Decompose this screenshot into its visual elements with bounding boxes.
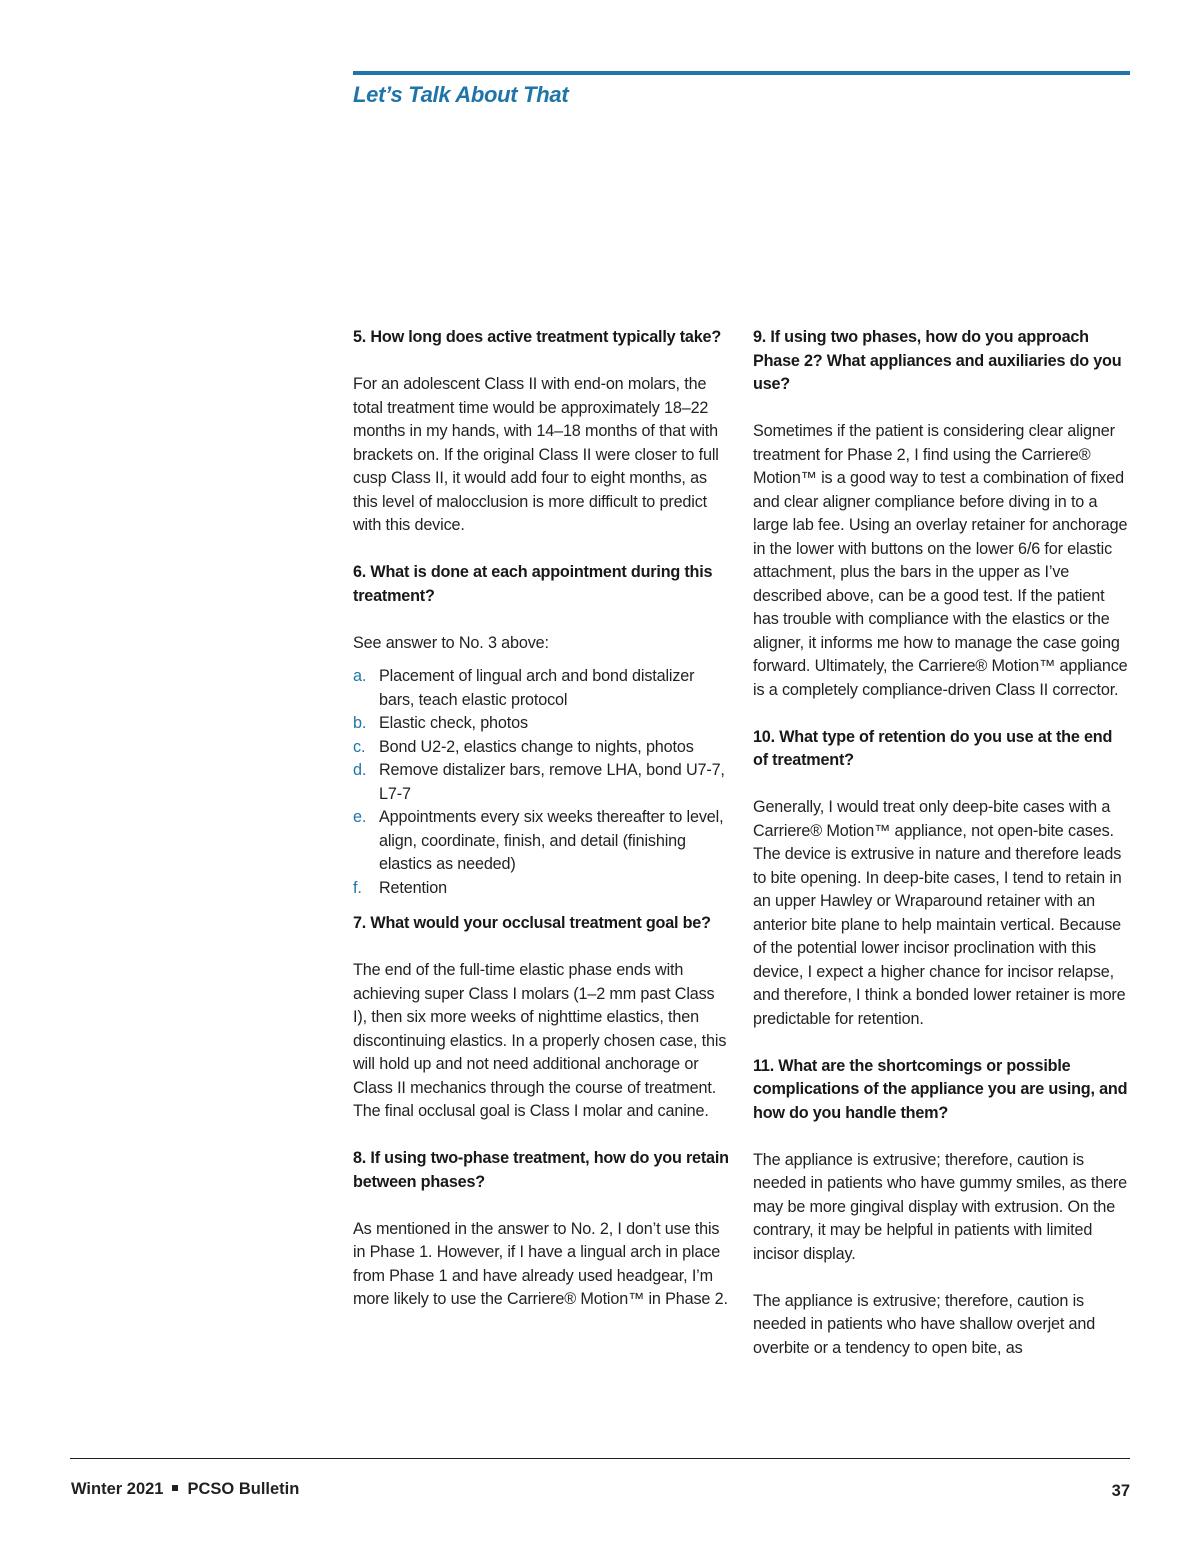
separator-square-icon [172, 1485, 178, 1491]
list-item-text: Bond U2-2, elastics change to nights, photos [379, 737, 694, 756]
list-marker: d. [353, 761, 367, 779]
list-item-text: Remove distalizer bars, remove LHA, bond U7-7, L7-7 [379, 761, 725, 803]
footer-publication: PCSO Bulletin [187, 1480, 300, 1498]
list-item [353, 712, 729, 736]
footer-publication-line [71, 1480, 299, 1499]
question-10: 10. What type of retention do you use at the end of treatment? [753, 727, 1113, 769]
question-11: 11. What are the shortcomings or possible complications of the appliance you are using, and how do you handle them? [753, 1056, 1128, 1122]
footer-rule [70, 1458, 1130, 1459]
question-8: 8. If using two-phase treatment, how do you retain between phases? [353, 1149, 729, 1191]
list-marker: c. [353, 737, 366, 756]
answer-10: Generally, I would treat only deep-bite cases with a Carriere® Motion™ appliance, not open-bite cases. The device is extrusive in nature and therefore leads to bite opening. In deep-bite cases, I tend to retain in an upper Hawley or Wraparound retainer with an anterior bite plane to help maintain vertical. Because of the potential lower incisor proclination with this device, I expect a higher chance for incisor relapse, and therefore, I think a bonded lower retainer is more predictable for retention. [753, 798, 1126, 1028]
answer-5: For an adolescent Class II with end-on molars, the total treatment time would be approximately 18–22 months in my hands, with 14–18 months of that with brackets on. If the original Class II were closer to full cusp Class II, it would add four to eight months, as this level of malocclusion is more difficult to predict with this device. [353, 375, 719, 534]
list-item-text: Retention [379, 878, 447, 897]
answer-11-paragraph-1: The appliance is extrusive; therefore, caution is needed in patients who have gummy smiles, as there may be more gingival display with extrusion. On the contrary, it may be helpful in patients with limited incisor display. [753, 1150, 1128, 1263]
list-marker: a. [353, 667, 367, 685]
list-item [353, 665, 729, 712]
list-item [353, 759, 729, 806]
answer-9: Sometimes if the patient is considering clear aligner treatment for Phase 2, I find using the Carriere® Motion™ is a good way to test a combination of fixed and clear aligner compliance before diving in to a large lab fee. Using an overlay retainer for anchorage in the lower with buttons on the lower 6/6 for elastic attachment, plus the bars in the upper as I’ve described above, can be a good test. If the patient has trouble with compliance with the elastics or the aligner, it informs me how to manage the case going forward. Ultimately, the Carriere® Motion™ appliance is a completely compliance-driven Class II corrector. [753, 422, 1128, 699]
footer-issue: Winter 2021 [71, 1480, 164, 1498]
list-item-text: Appointments every six weeks thereafter to level, align, coordinate, finish, and detail (finishing elastics as needed) [379, 808, 724, 873]
question-7: 7. What would your occlusal treatment goal be? [353, 914, 711, 932]
page-number: 37 [1111, 1482, 1130, 1500]
answer-6-intro: See answer to No. 3 above: [353, 633, 549, 652]
right-column [753, 326, 1129, 1384]
list-item-text: Elastic check, photos [379, 714, 528, 732]
header-rule [353, 71, 1130, 75]
question-5: 5. How long does active treatment typically take? [353, 328, 722, 346]
list-marker: b. [353, 714, 367, 732]
answer-8: As mentioned in the answer to No. 2, I don’t use this in Phase 1. However, if I have a lingual arch in place from Phase 1 and have already used headgear, I’m more likely to use the Carriere® Motion™ in Phase 2. [353, 1219, 728, 1308]
answer-7: The end of the full-time elastic phase ends with achieving super Class I molars (1–2 mm past Class I), then six more weeks of nighttime elastics, then discontinuing elastics. In a properly chosen case, this will hold up and not need additional anchorage or Class II mechanics through the course of treatment. The final occlusal goal is Class I molar and canine. [353, 961, 727, 1120]
answer-11-paragraph-2: The appliance is extrusive; therefore, caution is needed in patients who have shallow overjet and overbite or a tendency to open bite, as [753, 1291, 1096, 1357]
section-title: Let’s Talk About That [353, 82, 569, 107]
list-item [353, 806, 729, 877]
list-item [353, 877, 729, 901]
list-item-text: Placement of lingual arch and bond distalizer bars, teach elastic protocol [379, 667, 695, 709]
left-column [353, 326, 729, 1335]
question-6: 6. What is done at each appointment during this treatment? [353, 563, 713, 605]
appointment-list [353, 665, 729, 900]
list-item [353, 736, 729, 760]
question-9: 9. If using two phases, how do you approach Phase 2? What appliances and auxiliaries do you use? [753, 328, 1122, 393]
list-marker: f. [353, 878, 362, 897]
list-marker: e. [353, 808, 367, 826]
